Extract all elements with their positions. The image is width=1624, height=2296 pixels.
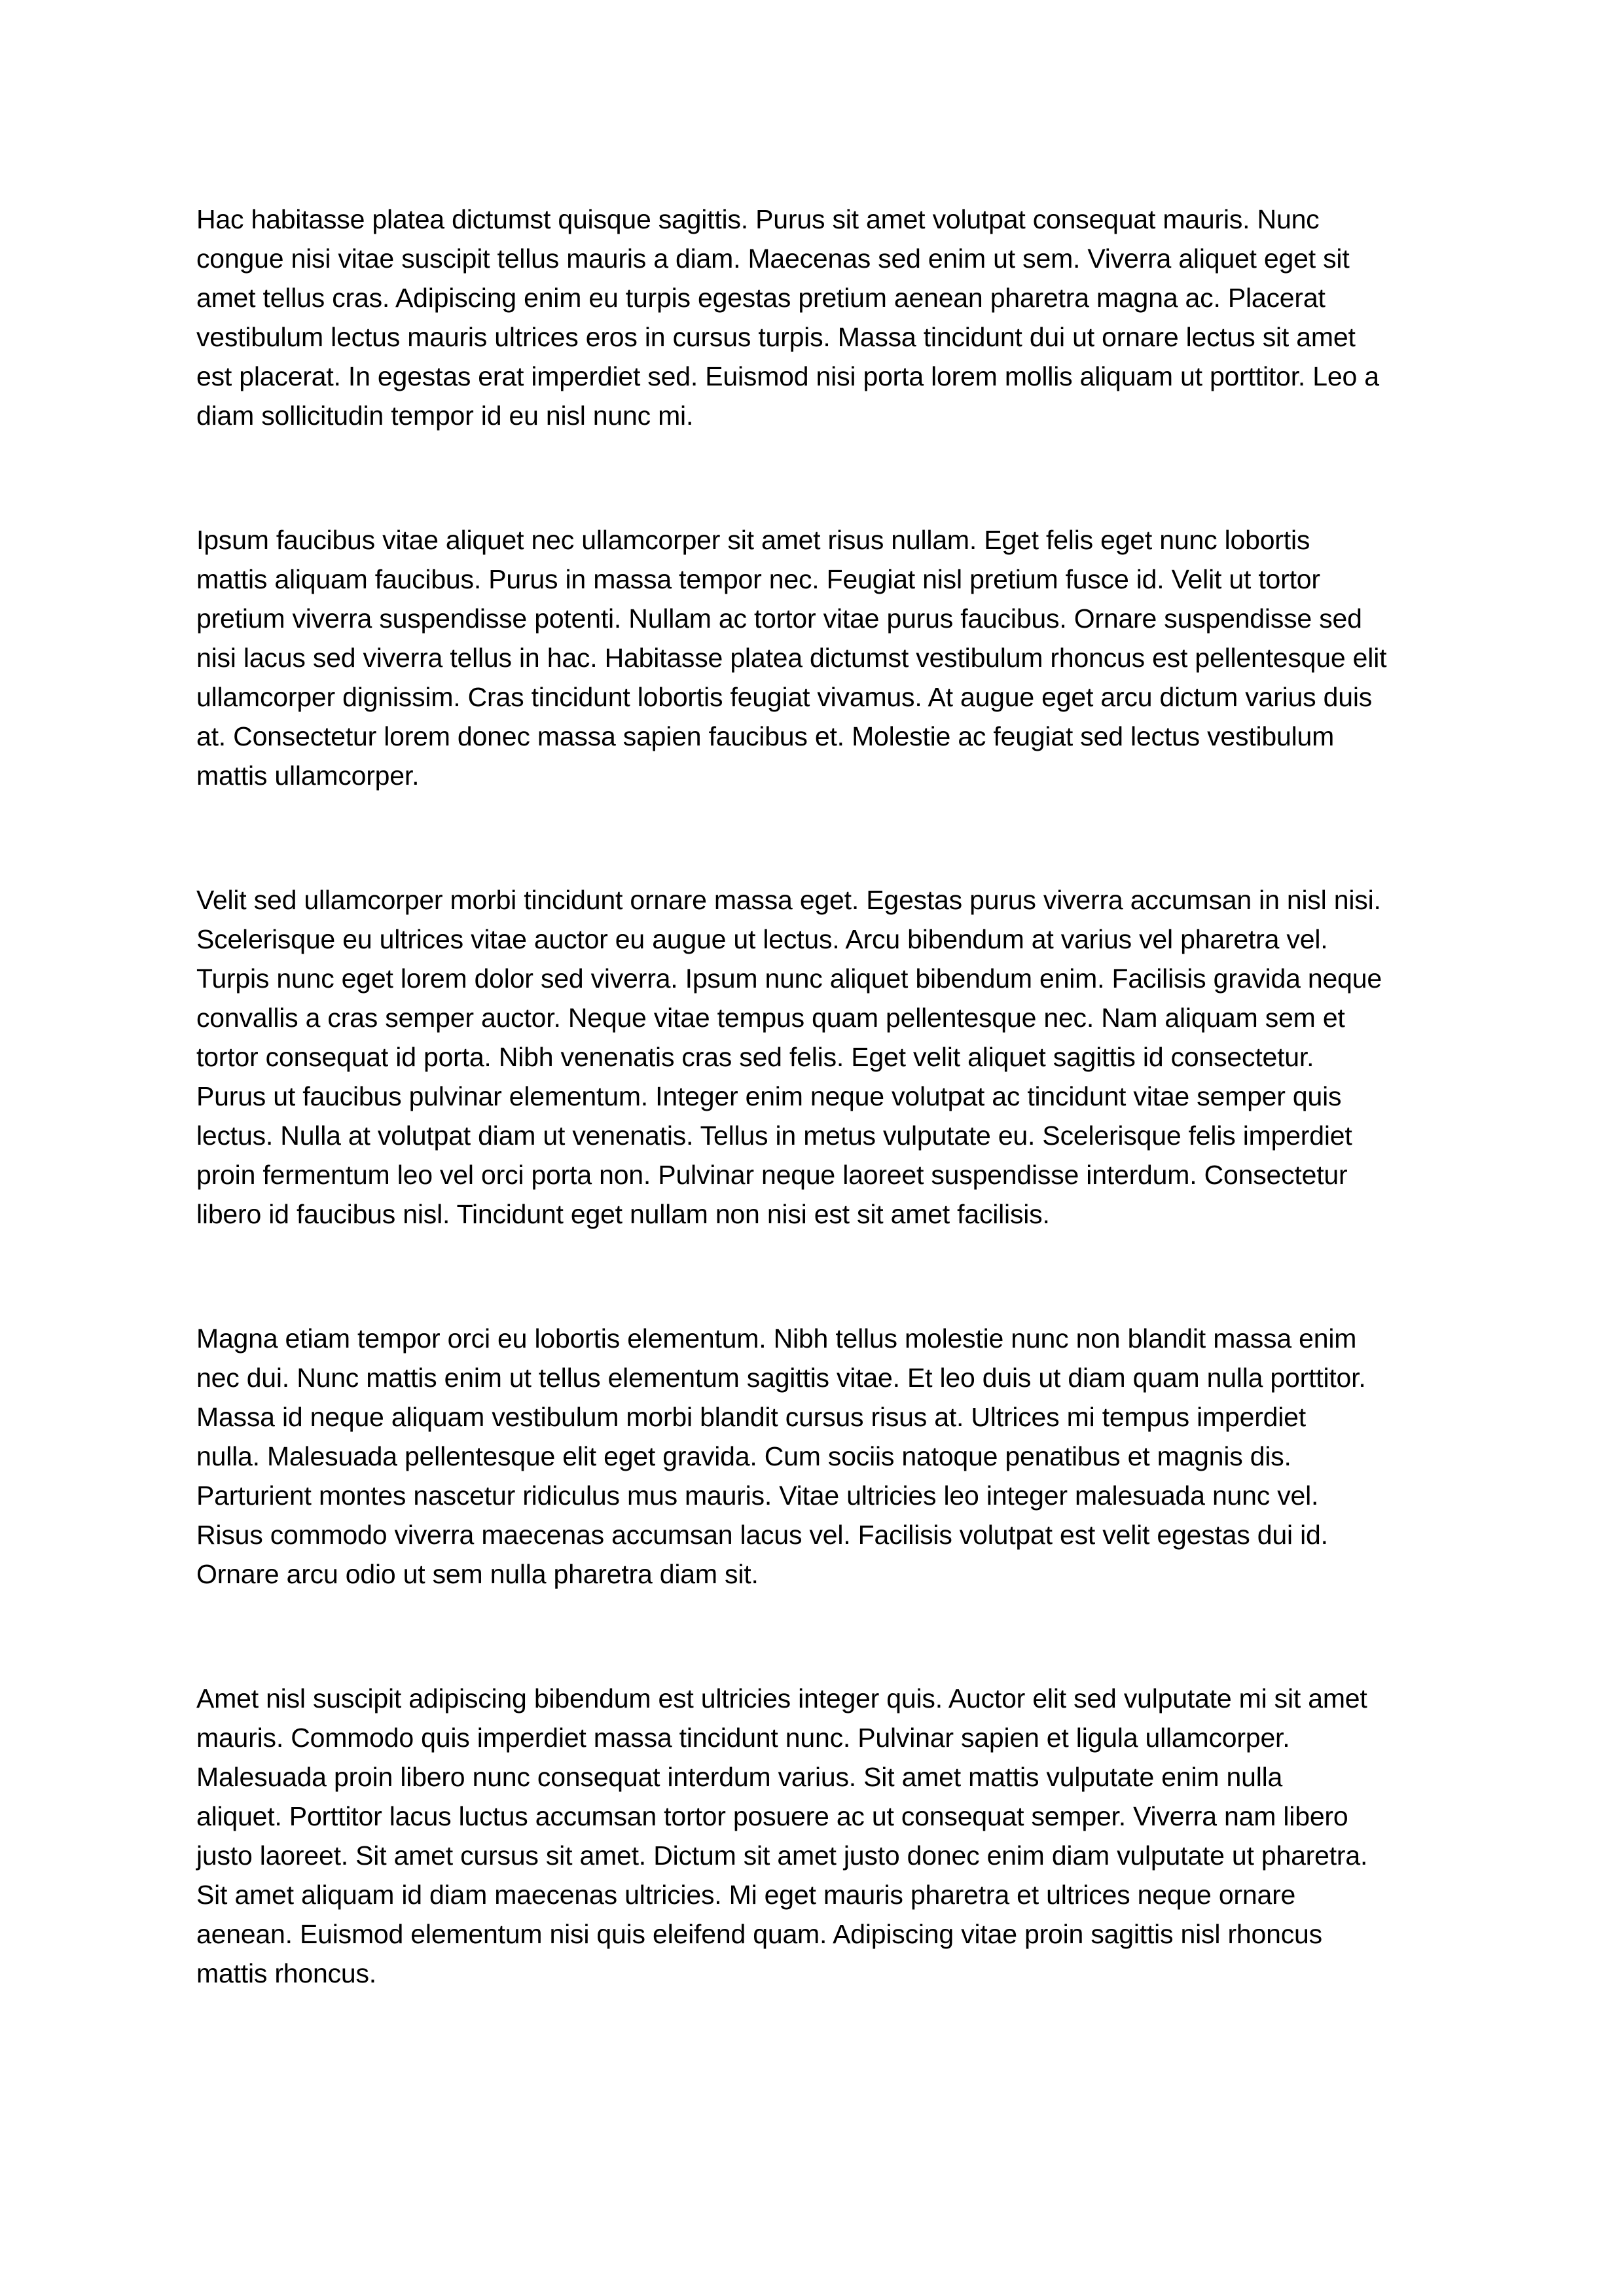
text-line: mattis aliquam faucibus. Purus in massa tempor nec. Feugiat nisl pretium fusce id. Velit ut tortor xyxy=(196,564,1320,594)
text-line: Turpis nunc eget lorem dolor sed viverra. Ipsum nunc aliquet bibendum enim. Facilisis gravida neque xyxy=(196,963,1382,994)
document-text-block xyxy=(196,200,1434,2078)
text-line: congue nisi vitae suscipit tellus mauris a diam. Maecenas sed enim ut sem. Viverra aliquet eget sit xyxy=(196,243,1350,274)
text-line: nisi lacus sed viverra tellus in hac. Habitasse platea dictumst vestibulum rhoncus est pellentesque elit xyxy=(196,643,1387,673)
text-line: mauris. Commodo quis imperdiet massa tincidunt nunc. Pulvinar sapien et ligula ullamcorper. xyxy=(196,1723,1290,1753)
text-line: mattis ullamcorper. xyxy=(196,761,420,791)
text-line: nulla. Malesuada pellentesque elit eget gravida. Cum sociis natoque penatibus et magnis dis. xyxy=(196,1441,1291,1471)
text-line: justo laoreet. Sit amet cursus sit amet. Dictum sit amet justo donec enim diam vulputate ut pharetra. xyxy=(196,1840,1368,1871)
text-line: ullamcorper dignissim. Cras tincidunt lobortis feugiat vivamus. At augue eget arcu dictum varius duis xyxy=(196,682,1373,712)
text-line: amet tellus cras. Adipiscing enim eu turpis egestas pretium aenean pharetra magna ac. Placerat xyxy=(196,283,1326,313)
text-line: mattis rhoncus. xyxy=(196,1958,376,1988)
text-line: Ornare arcu odio ut sem nulla pharetra diam sit. xyxy=(196,1559,759,1589)
text-line: libero id faucibus nisl. Tincidunt eget nullam non nisi est sit amet facilisis. xyxy=(196,1199,1050,1229)
text-line: Purus ut faucibus pulvinar elementum. Integer enim neque volutpat ac tincidunt vitae semper quis xyxy=(196,1081,1342,1111)
text-line: tortor consequat id porta. Nibh venenatis cras sed felis. Eget velit aliquet sagittis id consectetur. xyxy=(196,1042,1314,1072)
paragraph xyxy=(196,880,1434,1234)
text-line: Massa id neque aliquam vestibulum morbi blandit cursus risus at. Ultrices mi tempus imperdiet xyxy=(196,1402,1306,1432)
text-line: Parturient montes nascetur ridiculus mus mauris. Vitae ultricies leo integer malesuada nunc vel. xyxy=(196,1480,1319,1511)
paragraph xyxy=(196,1679,1434,1993)
text-line: Velit sed ullamcorper morbi tincidunt ornare massa eget. Egestas purus viverra accumsan in nisl nisi. xyxy=(196,885,1381,915)
paragraph xyxy=(196,1319,1434,1594)
text-line: est placerat. In egestas erat imperdiet sed. Euismod nisi porta lorem mollis aliquam ut porttitor. Leo a xyxy=(196,361,1379,391)
text-line: nec dui. Nunc mattis enim ut tellus elementum sagittis vitae. Et leo duis ut diam quam nulla porttitor. xyxy=(196,1363,1366,1393)
text-line: proin fermentum leo vel orci porta non. Pulvinar neque laoreet suspendisse interdum. Consectetur xyxy=(196,1160,1348,1190)
paragraph xyxy=(196,520,1434,795)
text-line: convallis a cras semper auctor. Neque vitae tempus quam pellentesque nec. Nam aliquam sem et xyxy=(196,1003,1345,1033)
text-line: at. Consectetur lorem donec massa sapien faucibus et. Molestie ac feugiat sed lectus vestibulum xyxy=(196,721,1335,751)
text-line: Sit amet aliquam id diam maecenas ultricies. Mi eget mauris pharetra et ultrices neque ornare xyxy=(196,1880,1296,1910)
text-line: Malesuada proin libero nunc consequat interdum varius. Sit amet mattis vulputate enim nulla xyxy=(196,1762,1283,1792)
text-line: Magna etiam tempor orci eu lobortis elementum. Nibh tellus molestie nunc non blandit massa enim xyxy=(196,1323,1357,1354)
text-line: Ipsum faucibus vitae aliquet nec ullamcorper sit amet risus nullam. Eget felis eget nunc lobortis xyxy=(196,525,1310,555)
text-line: vestibulum lectus mauris ultrices eros in cursus turpis. Massa tincidunt dui ut ornare lectus sit amet xyxy=(196,322,1356,352)
text-line: Amet nisl suscipit adipiscing bibendum est ultricies integer quis. Auctor elit sed vulputate mi sit amet xyxy=(196,1683,1367,1713)
text-line: Scelerisque eu ultrices vitae auctor eu augue ut lectus. Arcu bibendum at varius vel pharetra vel. xyxy=(196,924,1328,954)
paragraph xyxy=(196,200,1434,435)
text-line: Risus commodo viverra maecenas accumsan lacus vel. Facilisis volutpat est velit egestas dui id. xyxy=(196,1520,1328,1550)
text-line: aenean. Euismod elementum nisi quis eleifend quam. Adipiscing vitae proin sagittis nisl rhoncus xyxy=(196,1919,1322,1949)
text-line: Hac habitasse platea dictumst quisque sagittis. Purus sit amet volutpat consequat mauris. Nunc xyxy=(196,204,1320,234)
text-line: lectus. Nulla at volutpat diam ut venenatis. Tellus in metus vulputate eu. Scelerisque felis imperdiet xyxy=(196,1121,1352,1151)
text-line: diam sollicitudin tempor id eu nisl nunc mi. xyxy=(196,401,694,431)
text-line: aliquet. Porttitor lacus luctus accumsan tortor posuere ac ut consequat semper. Viverra nam libero xyxy=(196,1801,1348,1831)
text-line: pretium viverra suspendisse potenti. Nullam ac tortor vitae purus faucibus. Ornare suspendisse sed xyxy=(196,603,1362,634)
